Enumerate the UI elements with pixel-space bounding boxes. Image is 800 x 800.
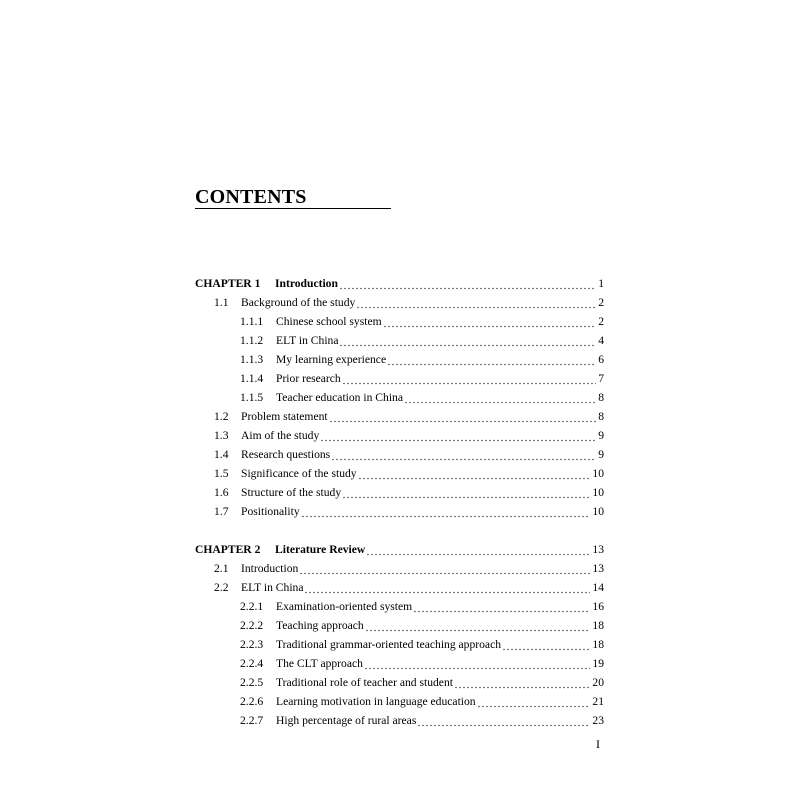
toc-entry-title: Aim of the study	[241, 429, 320, 442]
toc-entry-title: High percentage of rural areas	[276, 714, 417, 727]
toc-entry	[240, 711, 604, 730]
toc-entry-page: 18	[592, 638, 604, 651]
toc-entry	[214, 578, 604, 597]
toc-entry	[214, 407, 604, 426]
toc-entry-title: ELT in China	[241, 581, 304, 594]
toc-entry	[240, 369, 604, 388]
dot-leader	[413, 597, 590, 616]
toc-entry-number: 2.2.7	[240, 714, 264, 727]
toc-entry-title: Traditional grammar-oriented teaching approach	[276, 638, 502, 651]
toc-entry-page: 16	[592, 600, 604, 613]
toc-entry-title: Introduction	[241, 562, 299, 575]
toc-entry-page: 1	[598, 277, 604, 290]
dot-leader	[383, 312, 597, 331]
dot-leader	[299, 559, 590, 578]
toc-entry-number: CHAPTER 1	[195, 277, 261, 290]
toc-entry-title: Examination-oriented system	[276, 600, 413, 613]
dot-leader	[417, 711, 590, 730]
toc-entry-page: 23	[592, 714, 604, 727]
toc-entry	[240, 312, 604, 331]
toc-entry-title: Positionality	[241, 505, 300, 518]
toc-entry-title: Problem statement	[241, 410, 328, 423]
toc-entry	[240, 635, 604, 654]
dot-leader	[339, 274, 596, 293]
toc-entry	[240, 673, 604, 692]
toc-entry-page: 6	[598, 353, 604, 366]
dot-leader	[342, 483, 590, 502]
toc-entry	[240, 331, 604, 350]
toc-entry-page: 20	[592, 676, 604, 689]
toc-entry-number: 1.1	[214, 296, 229, 309]
toc-entry-title: The CLT approach	[276, 657, 363, 670]
toc-entry-number: 2.2.6	[240, 695, 264, 708]
toc-entry-number: 1.6	[214, 486, 229, 499]
toc-entry-page: 10	[592, 467, 604, 480]
toc-entry-page: 4	[598, 334, 604, 347]
toc-entry-page: 7	[598, 372, 604, 385]
dot-leader	[304, 578, 590, 597]
toc-entry-title: Prior research	[276, 372, 341, 385]
heading-underline	[195, 208, 391, 209]
dot-leader	[387, 350, 596, 369]
toc-entry	[240, 692, 604, 711]
toc-entry-page: 2	[598, 296, 604, 309]
toc-entry-title: Significance of the study	[241, 467, 357, 480]
toc-entry	[240, 350, 604, 369]
toc-entry-title: Introduction	[275, 277, 338, 290]
toc-entry-number: 2.2.1	[240, 600, 264, 613]
toc-entry-page: 14	[592, 581, 604, 594]
toc-entry-number: 2.2.2	[240, 619, 264, 632]
toc-entry-title: Literature Review	[275, 543, 366, 556]
toc-entry-title: Teaching approach	[276, 619, 364, 632]
toc-entry-page: 10	[592, 505, 604, 518]
toc-entry-page: 2	[598, 315, 604, 328]
toc-entry-page: 18	[592, 619, 604, 632]
toc-entry-number: 1.1.1	[240, 315, 264, 328]
toc-entry	[240, 597, 604, 616]
toc-entry-number: 2.1	[214, 562, 229, 575]
toc-entry-number: 2.2.5	[240, 676, 264, 689]
toc-entry	[214, 464, 604, 483]
toc-entry	[214, 426, 604, 445]
toc-entry	[240, 654, 604, 673]
toc-entry	[240, 616, 604, 635]
toc-entry-number: CHAPTER 2	[195, 543, 261, 556]
toc-entry	[214, 293, 604, 312]
dot-leader	[454, 673, 590, 692]
page-folio: I	[596, 737, 600, 751]
toc-entry-page: 19	[592, 657, 604, 670]
toc-entry-number: 1.5	[214, 467, 229, 480]
dot-leader	[329, 407, 597, 426]
dot-leader	[331, 445, 596, 464]
toc-entry-title: Traditional role of teacher and student	[276, 676, 453, 689]
toc-entry-number: 2.2.4	[240, 657, 264, 670]
toc-entry-title: Structure of the study	[241, 486, 342, 499]
toc-entry	[240, 388, 604, 407]
toc-entry-title: Research questions	[241, 448, 331, 461]
toc-entry-page: 10	[592, 486, 604, 499]
dot-leader	[301, 502, 591, 521]
toc-entry-number: 2.2.3	[240, 638, 264, 651]
toc-entry-title: Teacher education in China	[276, 391, 403, 404]
dot-leader	[339, 331, 596, 350]
toc-entry-page: 9	[598, 429, 604, 442]
dot-leader	[477, 692, 591, 711]
toc-entry-page: 8	[598, 410, 604, 423]
toc-entry-number: 1.2	[214, 410, 229, 423]
toc-entry	[214, 502, 604, 521]
toc-entry-number: 1.1.4	[240, 372, 264, 385]
toc-entry-number: 1.1.3	[240, 353, 264, 366]
toc-entry-title: Learning motivation in language education	[276, 695, 476, 708]
dot-leader	[342, 369, 597, 388]
toc-entry-title: Chinese school system	[276, 315, 382, 328]
toc-entry-page: 13	[592, 543, 604, 556]
toc-entry-title: Background of the study	[241, 296, 356, 309]
dot-leader	[404, 388, 596, 407]
toc-entry-number: 1.1.2	[240, 334, 264, 347]
toc-entry	[214, 559, 604, 578]
toc-entry	[214, 483, 604, 502]
toc-entry-number: 1.4	[214, 448, 229, 461]
toc-entry-page: 13	[592, 562, 604, 575]
toc-entry-page: 21	[592, 695, 604, 708]
toc-entry-title: My learning experience	[276, 353, 387, 366]
toc-entry	[195, 274, 604, 293]
dot-leader	[365, 616, 591, 635]
toc-entry-number: 2.2	[214, 581, 229, 594]
toc-entry	[214, 445, 604, 464]
toc-entry-page: 9	[598, 448, 604, 461]
dot-leader	[358, 464, 591, 483]
toc-entry-number: 1.7	[214, 505, 229, 518]
dot-leader	[356, 293, 596, 312]
toc-entry-number: 1.1.5	[240, 391, 264, 404]
toc-entry-number: 1.3	[214, 429, 229, 442]
contents-heading: CONTENTS	[195, 186, 307, 208]
toc-entry	[195, 540, 604, 559]
dot-leader	[320, 426, 596, 445]
toc-entry-title: ELT in China	[276, 334, 339, 347]
dot-leader	[366, 540, 590, 559]
dot-leader	[364, 654, 590, 673]
dot-leader	[502, 635, 590, 654]
toc-entry-page: 8	[598, 391, 604, 404]
